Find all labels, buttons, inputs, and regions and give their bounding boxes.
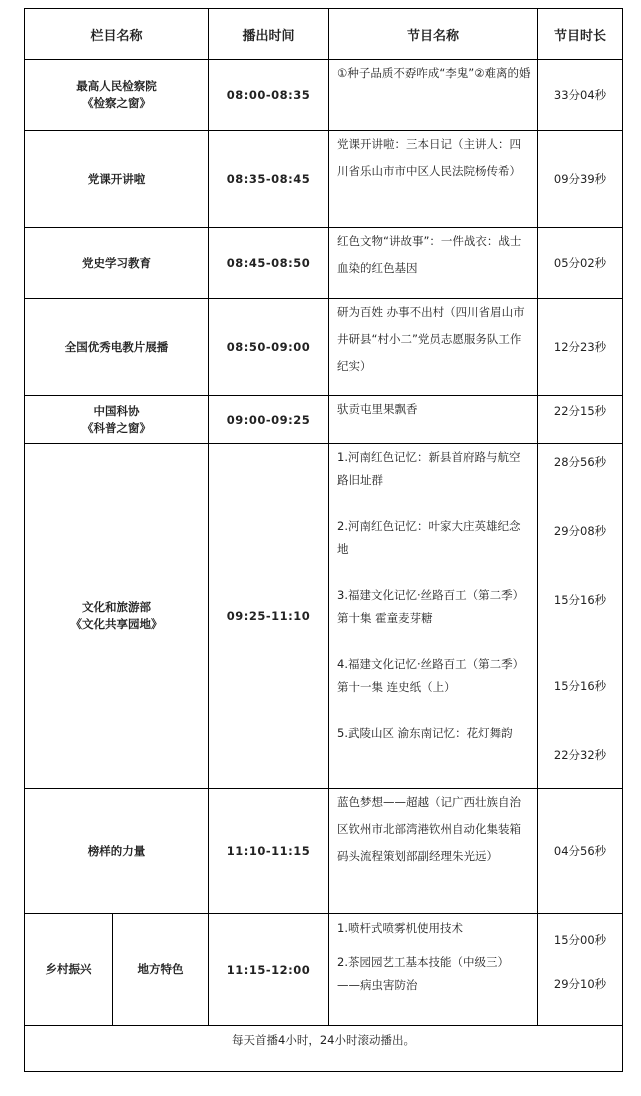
- column-name-cell: [25, 60, 209, 131]
- program-duration: 12分23秒: [538, 299, 623, 396]
- header-program: 节目名称: [329, 9, 538, 60]
- list-item: 5.武陵山区 渝东南记忆：花灯舞韵: [337, 726, 513, 740]
- footer-note: 每天首播4小时，24小时滚动播出。: [25, 1026, 623, 1072]
- column-name: 乡村振兴: [25, 914, 113, 1026]
- program-duration: 22分15秒: [538, 396, 623, 444]
- program-duration: 22分32秒: [553, 748, 607, 762]
- table-row: [25, 789, 623, 914]
- table-row: [25, 444, 623, 789]
- program-duration: 33分04秒: [538, 60, 623, 131]
- column-name: 中国科协: [93, 403, 140, 418]
- air-time: 09:25-11:10: [209, 444, 329, 789]
- table-row: [25, 914, 623, 1026]
- list-item: 1.喷杆式喷雾机使用技术: [337, 921, 463, 935]
- column-name: 全国优秀电教片展播: [25, 299, 209, 396]
- program-title: ①种子品质不孬咋成“李鬼”②难离的婚: [329, 60, 538, 131]
- program-duration: 15分16秒: [553, 593, 607, 607]
- list-item: 4.福建文化记忆·丝路百工（第二季）第十一集 连史纸（上）: [337, 657, 525, 694]
- column-subname: 地方特色: [113, 914, 209, 1026]
- program-duration: 29分10秒: [553, 977, 607, 991]
- column-name: 最高人民检察院: [76, 79, 157, 93]
- air-time: 08:45-08:50: [209, 228, 329, 299]
- header-duration: 节目时长: [538, 9, 623, 60]
- header-time: 播出时间: [209, 9, 329, 60]
- program-title: 党课开讲啦：三本日记（主讲人：四川省乐山市市中区人民法院杨传希）: [329, 131, 538, 228]
- footer-row: [25, 1026, 623, 1072]
- air-time: 08:00-08:35: [209, 60, 329, 131]
- column-subtitle: 《检察之窗》: [82, 96, 151, 110]
- program-duration: 29分08秒: [553, 524, 607, 538]
- header-row: [25, 9, 623, 60]
- column-name: 党史学习教育: [25, 228, 209, 299]
- air-time: 11:15-12:00: [209, 914, 329, 1026]
- schedule-table: [24, 8, 623, 1072]
- duration-list: [538, 914, 623, 1026]
- list-item: 3.福建文化记忆·丝路百工（第二季）第十集 霍童麦芽糖: [337, 588, 525, 625]
- table-row: [25, 131, 623, 228]
- column-subtitle: 《文化共享园地》: [70, 617, 163, 631]
- duration-list: [538, 444, 623, 789]
- program-title: 红色文物“讲故事”：一件战衣：战士血染的红色基因: [329, 228, 538, 299]
- program-title: 蓝色梦想——超越（记广西壮族自治区钦州市北部湾港钦州自动化集装箱码头流程策划部副经理朱光远）: [329, 789, 538, 914]
- column-name: 文化和旅游部: [82, 600, 151, 614]
- column-subtitle: 《科普之窗》: [82, 420, 151, 435]
- program-title: 研为百姓 办事不出村（四川省眉山市井研县“村小二”党员志愿服务队工作纪实）: [329, 299, 538, 396]
- column-name-cell: [25, 396, 209, 444]
- air-time: 08:35-08:45: [209, 131, 329, 228]
- program-title: 驮贡屯里果飘香: [329, 396, 538, 444]
- list-item: 2.河南红色记忆：叶家大庄英雄纪念地: [337, 519, 521, 556]
- column-name-cell: [25, 444, 209, 789]
- list-item: 2.茶园园艺工基本技能（中级三）——病虫害防治: [337, 955, 509, 992]
- column-name: 榜样的力量: [25, 789, 209, 914]
- air-time: 08:50-09:00: [209, 299, 329, 396]
- program-duration: 09分39秒: [538, 131, 623, 228]
- air-time: 09:00-09:25: [209, 396, 329, 444]
- program-duration: 28分56秒: [553, 455, 607, 469]
- program-duration: 05分02秒: [538, 228, 623, 299]
- column-name: 党课开讲啦: [25, 131, 209, 228]
- air-time: 11:10-11:15: [209, 789, 329, 914]
- header-column: 栏目名称: [25, 9, 209, 60]
- list-item: 1.河南红色记忆：新县首府路与航空路旧址群: [337, 450, 521, 487]
- program-duration: 04分56秒: [538, 789, 623, 914]
- program-duration: 15分00秒: [553, 933, 607, 947]
- program-list: [329, 914, 538, 1026]
- table-row: [25, 299, 623, 396]
- table-row: [25, 60, 623, 131]
- program-duration: 15分16秒: [553, 679, 607, 693]
- table-row: [25, 228, 623, 299]
- program-list: [329, 444, 538, 789]
- table-row: [25, 396, 623, 444]
